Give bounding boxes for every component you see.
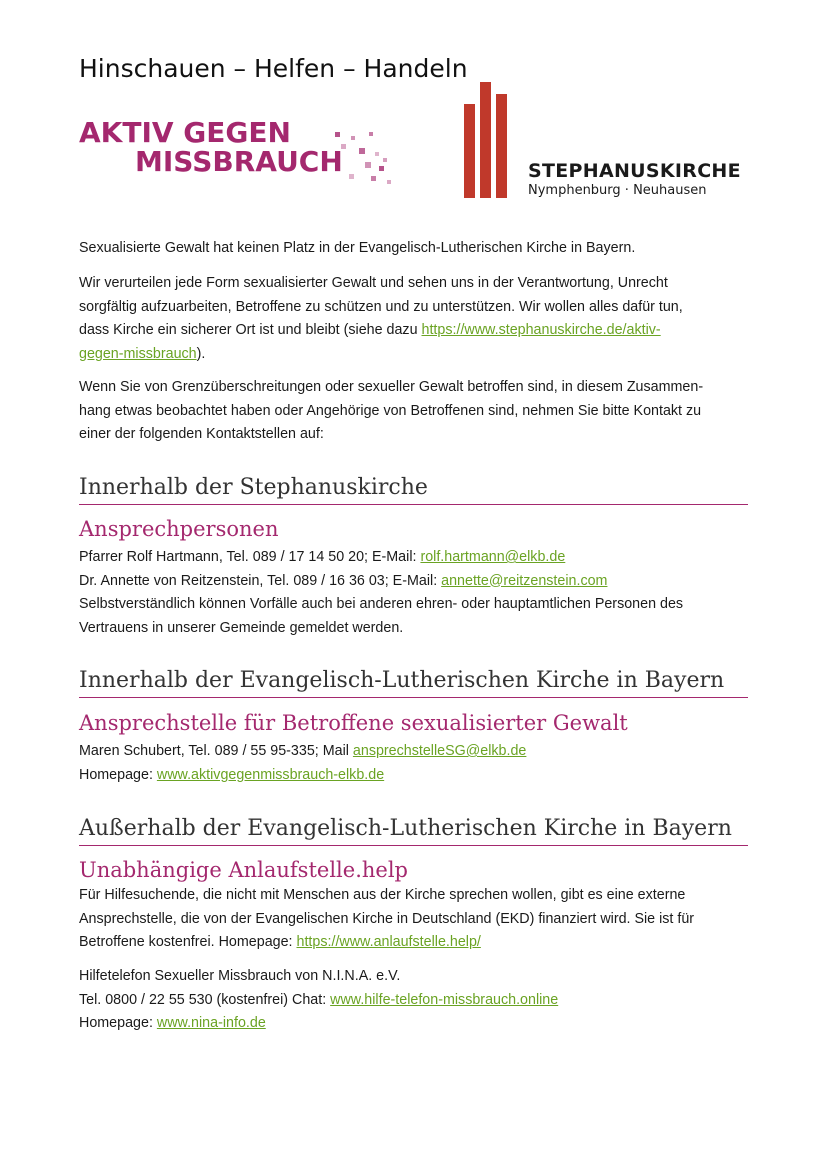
intro-p3-line: hang etwas beobachtet haben oder Angehörige von Betroffenen sind, nehmen Sie bitte Kontakt zu	[79, 402, 702, 419]
stephanuskirche-link-continued[interactable]: gegen-missbrauch	[79, 345, 197, 362]
section-heading-external: Außerhalb der Evangelisch-Lutherischen Kirche in Bayern	[79, 815, 748, 846]
email-link-reitzenstein[interactable]: annette@reitzenstein.com	[441, 572, 608, 589]
section3-nina	[79, 965, 749, 1036]
logo-aktiv-line1: AKTIV GEGEN	[79, 116, 291, 149]
contact-text: Pfarrer Rolf Hartmann, Tel. 089 / 17 14 50 20; E-Mail:	[79, 549, 421, 565]
church-pillars-icon	[464, 82, 524, 200]
logo-aktiv-line2: MISSBRAUCH	[135, 145, 343, 178]
sec3-line: Für Hilfesuchende, die nicht mit Menschen aus der Kirche sprechen wollen, gibt es eine externe	[79, 887, 686, 903]
contact-text: Dr. Annette von Reitzenstein, Tel. 089 / 16 36 03; E-Mail:	[79, 572, 442, 589]
subheading-ansprechpersonen: Ansprechpersonen	[79, 517, 279, 541]
subheading-ansprechstelle: Ansprechstelle für Betroffene sexualisierter Gewalt	[79, 711, 628, 735]
stephanuskirche-logo	[464, 82, 754, 200]
intro-p3-line: einer der folgenden Kontaktstellen auf:	[79, 426, 324, 442]
section-heading-stephanuskirche: Innerhalb der Stephanuskirche	[79, 474, 748, 505]
intro-paragraph-2	[79, 272, 749, 366]
homepage-line	[79, 764, 749, 788]
section-heading-elkb: Innerhalb der Evangelisch-Lutherischen Kirche in Bayern	[79, 667, 748, 698]
nina-title: Hilfetelefon Sexueller Missbrauch von N.I.N.A. e.V.	[79, 968, 401, 984]
section1-contacts	[79, 546, 749, 640]
homepage-label: Homepage:	[79, 766, 157, 783]
logo-pixel-dots-icon	[79, 118, 399, 190]
intro-paragraph-3	[79, 376, 749, 447]
sec3-line: Ansprechstelle, die von der Evangelischen Kirche in Deutschland (EKD) finanziert wird. Sie ist für	[79, 910, 695, 927]
note-line: Vertrauens in unserer Gemeinde gemeldet werden.	[79, 619, 404, 636]
nina-homepage-line	[79, 1012, 749, 1036]
email-link-hartmann[interactable]: rolf.hartmann@elkb.de	[420, 549, 566, 565]
intro-paragraph-1: Sexualisierte Gewalt hat keinen Platz in der Evangelisch-Lutherischen Kirche in Bayern.	[79, 240, 636, 256]
email-link-ansprechstelle[interactable]: ansprechstelleSG@elkb.de	[352, 743, 527, 759]
intro-p2-line	[79, 343, 749, 367]
nina-homepage-link[interactable]: www.nina-info.de	[156, 1015, 266, 1031]
stephanuskirche-link[interactable]: https://www.stephanuskirche.de/aktiv-	[421, 322, 661, 338]
subheading-anlaufstelle: Unabhängige Anlaufstelle.help	[79, 858, 408, 882]
note-line: Selbstverständlich können Vorfälle auch bei anderen ehren- oder hauptamtlichen Personen des	[79, 596, 684, 612]
homepage-link-aktivgegenmissbrauch[interactable]: www.aktivgegenmissbrauch-elkb.de	[156, 766, 385, 783]
intro-p2-line	[79, 319, 749, 343]
nina-tel-line	[79, 989, 749, 1013]
section3-paragraph-1	[79, 884, 749, 955]
logo-stephanus-name: STEPHANUSKIRCHE	[528, 160, 741, 182]
aktiv-gegen-missbrauch-logo	[79, 118, 399, 190]
contact-line	[79, 546, 749, 570]
intro-p2-line: sorgfältig aufzuarbeiten, Betroffene zu schützen und zu unterstützen. Wir wollen alles dafür tun,	[79, 298, 683, 315]
section2-contacts	[79, 740, 749, 787]
contact-line	[79, 740, 749, 764]
intro-p3-line: Wenn Sie von Grenzüberschreitungen oder sexueller Gewalt betroffen sind, in diesem Zusammen-	[79, 379, 704, 395]
document-title: Hinschauen – Helfen – Handeln	[79, 54, 468, 83]
nina-tel-text: Tel. 0800 / 22 55 530 (kostenfrei) Chat:	[79, 991, 331, 1008]
logo-stephanus-subtitle: Nymphenburg · Neuhausen	[528, 183, 707, 198]
contact-line	[79, 570, 749, 594]
anlaufstelle-link[interactable]: https://www.anlaufstelle.help/	[296, 934, 481, 950]
intro-p2-text: dass Kirche ein sicherer Ort ist und bleibt (siehe dazu	[79, 322, 422, 338]
sec3-text: Betroffene kostenfrei. Homepage:	[79, 934, 297, 950]
nina-chat-link[interactable]: www.hilfe-telefon-missbrauch.online	[330, 991, 559, 1008]
intro-p2-end: ).	[196, 345, 206, 362]
contact-text: Maren Schubert, Tel. 089 / 55 95-335; Mail	[79, 743, 353, 759]
intro-p2-line: Wir verurteilen jede Form sexualisierter Gewalt und sehen uns in der Verantwortung, Unrecht	[79, 275, 668, 291]
homepage-label: Homepage:	[79, 1015, 157, 1031]
sec3-line	[79, 931, 749, 955]
